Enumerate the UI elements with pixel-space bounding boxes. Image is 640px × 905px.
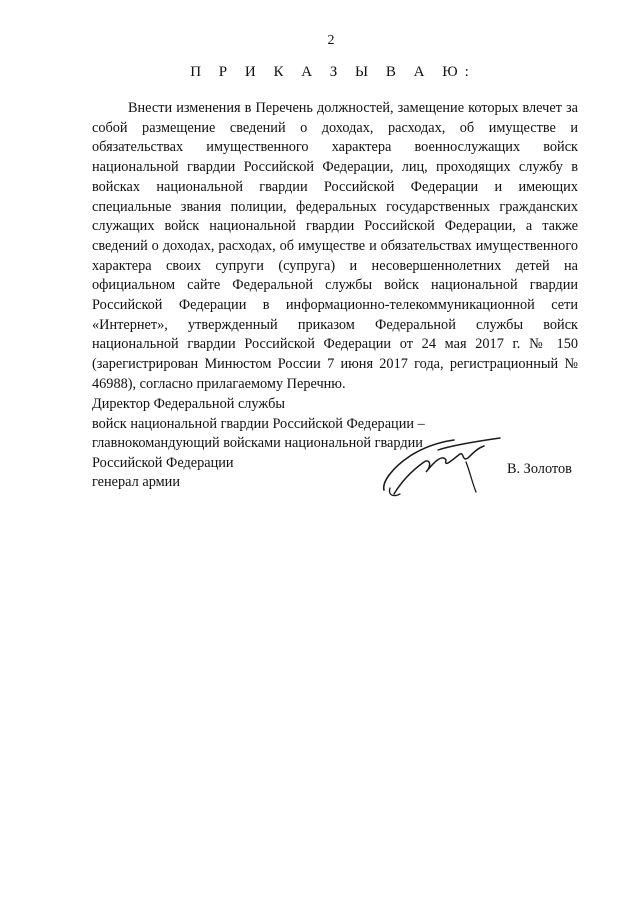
signatory-line: войск национальной гвардии Российской Федерации – <box>92 415 425 432</box>
signatory-line: Российской Федерации <box>92 454 234 471</box>
order-paragraph: Внести изменения в Перечень должностей, замещение которых влечет за собой размещение сведений о доходах, расходах, об имуществе и обязательствах имущественного характера военнослужащих войск национальной гвардии Российской Федерации, лиц, проходящих службу в войсках национальной гвардии Российской Федерации и имеющих специальные звания полиции, федеральных государственных гражданских служащих войск национальной гвардии Российской Федерации, а также сведений о доходах, расходах, об имуществе и обязательствах имущественного характера своих супруги (супруга) и несовершеннолетних детей на официальном сайте Федеральной службы войск национальной гвардии Российской Федерации в информационно-телекоммуникационной сети «Интернет», утвержденный приказом Федеральной службы войск национальной гвардии Российской Федерации от 24 мая 2017 г. № 150 (зарегистрирован Минюстом России 7 июня 2017 года, регистрационный № 46988), согласно прилагаемому Перечню. <box>92 100 578 392</box>
signatory-line: генерал армии <box>92 474 180 491</box>
signer-name: В. Золотов <box>507 461 572 477</box>
signatory-line: главнокомандующий войсками национальной гвардии <box>92 435 423 452</box>
signatory-line: Директор Федеральной службы <box>92 396 285 412</box>
handwritten-signature <box>380 432 510 502</box>
order-heading: П Р И К А З Ы В А Ю: <box>190 64 476 80</box>
page-number: 2 <box>327 33 335 48</box>
